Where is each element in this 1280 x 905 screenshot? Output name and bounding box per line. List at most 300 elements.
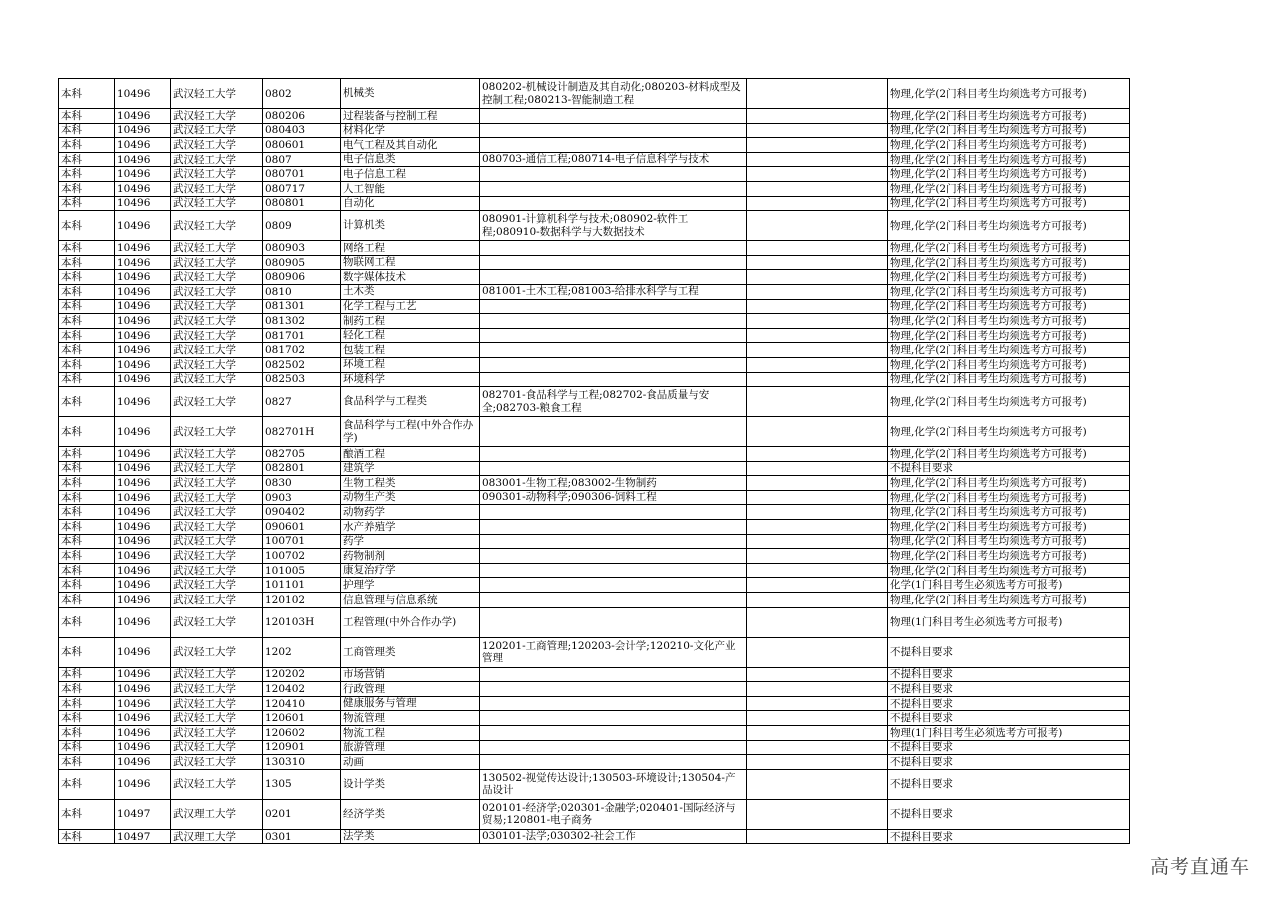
level-cell: 本科 — [59, 417, 115, 447]
subject-requirement-cell: 不提科目要求 — [888, 637, 1130, 667]
level-cell: 本科 — [59, 578, 115, 593]
school-name-cell: 武汉轻工大学 — [171, 563, 263, 578]
school-code-cell: 10496 — [115, 755, 171, 770]
blank-cell — [747, 490, 888, 505]
table-row — [59, 726, 1130, 741]
level-cell: 本科 — [59, 357, 115, 372]
blank-cell — [747, 667, 888, 682]
school-code-cell: 10496 — [115, 328, 171, 343]
included-majors-cell — [480, 270, 747, 285]
blank-cell — [747, 152, 888, 167]
major-name-cell: 物流工程 — [341, 726, 480, 741]
subject-requirement-cell: 物理,化学(2门科目考生均须选考方可报考) — [888, 490, 1130, 505]
school-name-cell: 武汉轻工大学 — [171, 711, 263, 726]
included-majors-cell — [480, 578, 747, 593]
included-majors-cell — [480, 241, 747, 256]
school-name-cell: 武汉轻工大学 — [171, 417, 263, 447]
blank-cell — [747, 549, 888, 564]
level-cell: 本科 — [59, 79, 115, 109]
level-cell: 本科 — [59, 299, 115, 314]
table-row — [59, 299, 1130, 314]
major-name-cell: 包装工程 — [341, 343, 480, 358]
major-code-cell: 120410 — [263, 696, 341, 711]
blank-cell — [747, 726, 888, 741]
blank-cell — [747, 123, 888, 138]
major-code-cell: 080905 — [263, 255, 341, 270]
school-name-cell: 武汉轻工大学 — [171, 755, 263, 770]
level-cell: 本科 — [59, 534, 115, 549]
level-cell: 本科 — [59, 490, 115, 505]
blank-cell — [747, 417, 888, 447]
table-row — [59, 534, 1130, 549]
table-row — [59, 490, 1130, 505]
included-majors-cell — [480, 123, 747, 138]
subject-requirement-cell: 物理,化学(2门科目考生均须选考方可报考) — [888, 549, 1130, 564]
school-code-cell: 10496 — [115, 447, 171, 462]
blank-cell — [747, 505, 888, 520]
major-name-cell: 动物药学 — [341, 505, 480, 520]
school-code-cell: 10496 — [115, 241, 171, 256]
major-name-cell: 数字媒体技术 — [341, 270, 480, 285]
blank-cell — [747, 109, 888, 124]
school-name-cell: 武汉轻工大学 — [171, 328, 263, 343]
school-code-cell: 10496 — [115, 123, 171, 138]
level-cell: 本科 — [59, 196, 115, 211]
table-row — [59, 328, 1130, 343]
level-cell: 本科 — [59, 563, 115, 578]
school-code-cell: 10497 — [115, 799, 171, 829]
school-code-cell: 10496 — [115, 357, 171, 372]
included-majors-cell — [480, 109, 747, 124]
subject-requirement-cell: 不提科目要求 — [888, 711, 1130, 726]
table-row — [59, 769, 1130, 799]
blank-cell — [747, 181, 888, 196]
subject-requirement-cell: 物理(1门科目考生必须选考方可报考) — [888, 607, 1130, 637]
blank-cell — [747, 343, 888, 358]
school-name-cell: 武汉轻工大学 — [171, 270, 263, 285]
major-code-cell: 120102 — [263, 593, 341, 608]
major-name-cell: 电气工程及其自动化 — [341, 138, 480, 153]
included-majors-cell: 030101-法学;030302-社会工作 — [480, 829, 747, 844]
subject-requirement-cell: 物理,化学(2门科目考生均须选考方可报考) — [888, 343, 1130, 358]
major-code-cell: 0301 — [263, 829, 341, 844]
subject-requirement-cell: 不提科目要求 — [888, 667, 1130, 682]
school-code-cell: 10496 — [115, 167, 171, 182]
level-cell: 本科 — [59, 270, 115, 285]
subject-requirement-cell: 物理,化学(2门科目考生均须选考方可报考) — [888, 270, 1130, 285]
subject-requirement-cell: 物理,化学(2门科目考生均须选考方可报考) — [888, 138, 1130, 153]
included-majors-cell — [480, 357, 747, 372]
major-code-cell: 0827 — [263, 387, 341, 417]
watermark-text: 高考直通车 — [1149, 856, 1250, 878]
subject-requirement-cell: 物理,化学(2门科目考生均须选考方可报考) — [888, 593, 1130, 608]
major-name-cell: 动画 — [341, 755, 480, 770]
major-code-cell: 0809 — [263, 211, 341, 241]
major-name-cell: 设计学类 — [341, 769, 480, 799]
included-majors-cell — [480, 505, 747, 520]
blank-cell — [747, 255, 888, 270]
included-majors-cell: 120201-工商管理;120203-会计学;120210-文化产业管理 — [480, 637, 747, 667]
table-row — [59, 711, 1130, 726]
school-name-cell: 武汉理工大学 — [171, 799, 263, 829]
school-name-cell: 武汉轻工大学 — [171, 387, 263, 417]
blank-cell — [747, 682, 888, 697]
table-row — [59, 181, 1130, 196]
major-name-cell: 健康服务与管理 — [341, 696, 480, 711]
major-name-cell: 行政管理 — [341, 682, 480, 697]
included-majors-cell — [480, 726, 747, 741]
major-code-cell: 080601 — [263, 138, 341, 153]
major-code-cell: 120901 — [263, 740, 341, 755]
included-majors-cell — [480, 520, 747, 535]
major-name-cell: 制药工程 — [341, 314, 480, 329]
major-name-cell: 药学 — [341, 534, 480, 549]
subject-requirement-cell: 物理,化学(2门科目考生均须选考方可报考) — [888, 314, 1130, 329]
school-code-cell: 10496 — [115, 270, 171, 285]
table-row — [59, 255, 1130, 270]
school-name-cell: 武汉轻工大学 — [171, 299, 263, 314]
level-cell: 本科 — [59, 682, 115, 697]
table-row — [59, 314, 1130, 329]
major-code-cell: 100701 — [263, 534, 341, 549]
blank-cell — [747, 284, 888, 299]
subject-requirement-cell: 物理,化学(2门科目考生均须选考方可报考) — [888, 123, 1130, 138]
school-code-cell: 10497 — [115, 829, 171, 844]
level-cell: 本科 — [59, 740, 115, 755]
major-name-cell: 计算机类 — [341, 211, 480, 241]
table-row — [59, 799, 1130, 829]
table-row — [59, 667, 1130, 682]
school-name-cell: 武汉轻工大学 — [171, 255, 263, 270]
included-majors-cell: 080703-通信工程;080714-电子信息科学与技术 — [480, 152, 747, 167]
table-row — [59, 372, 1130, 387]
table-body — [59, 79, 1130, 844]
level-cell: 本科 — [59, 343, 115, 358]
school-code-cell: 10496 — [115, 578, 171, 593]
blank-cell — [747, 79, 888, 109]
school-name-cell: 武汉轻工大学 — [171, 740, 263, 755]
level-cell: 本科 — [59, 829, 115, 844]
major-name-cell: 网络工程 — [341, 241, 480, 256]
level-cell: 本科 — [59, 607, 115, 637]
subject-requirement-cell: 不提科目要求 — [888, 769, 1130, 799]
school-code-cell: 10496 — [115, 181, 171, 196]
included-majors-cell — [480, 328, 747, 343]
blank-cell — [747, 241, 888, 256]
included-majors-cell — [480, 138, 747, 153]
major-code-cell: 081701 — [263, 328, 341, 343]
blank-cell — [747, 328, 888, 343]
blank-cell — [747, 755, 888, 770]
major-code-cell: 120202 — [263, 667, 341, 682]
major-name-cell: 电子信息类 — [341, 152, 480, 167]
major-code-cell: 082502 — [263, 357, 341, 372]
school-name-cell: 武汉轻工大学 — [171, 534, 263, 549]
blank-cell — [747, 563, 888, 578]
included-majors-cell: 083001-生物工程;083002-生物制药 — [480, 476, 747, 491]
included-majors-cell — [480, 534, 747, 549]
major-code-cell: 090402 — [263, 505, 341, 520]
table-row — [59, 417, 1130, 447]
major-name-cell: 材料化学 — [341, 123, 480, 138]
level-cell: 本科 — [59, 211, 115, 241]
major-name-cell: 护理学 — [341, 578, 480, 593]
major-name-cell: 环境工程 — [341, 357, 480, 372]
table-row — [59, 123, 1130, 138]
subject-requirement-cell: 物理,化学(2门科目考生均须选考方可报考) — [888, 152, 1130, 167]
table-row — [59, 284, 1130, 299]
included-majors-cell — [480, 563, 747, 578]
school-name-cell: 武汉轻工大学 — [171, 578, 263, 593]
level-cell: 本科 — [59, 447, 115, 462]
subject-requirement-cell: 物理,化学(2门科目考生均须选考方可报考) — [888, 255, 1130, 270]
major-name-cell: 康复治疗学 — [341, 563, 480, 578]
blank-cell — [747, 357, 888, 372]
major-name-cell: 建筑学 — [341, 461, 480, 476]
major-name-cell: 机械类 — [341, 79, 480, 109]
major-name-cell: 酿酒工程 — [341, 447, 480, 462]
level-cell: 本科 — [59, 799, 115, 829]
school-name-cell: 武汉轻工大学 — [171, 520, 263, 535]
major-code-cell: 0810 — [263, 284, 341, 299]
school-code-cell: 10496 — [115, 79, 171, 109]
subject-requirement-cell: 物理,化学(2门科目考生均须选考方可报考) — [888, 328, 1130, 343]
blank-cell — [747, 769, 888, 799]
level-cell: 本科 — [59, 181, 115, 196]
major-code-cell: 081702 — [263, 343, 341, 358]
level-cell: 本科 — [59, 461, 115, 476]
major-code-cell: 081301 — [263, 299, 341, 314]
level-cell: 本科 — [59, 314, 115, 329]
major-code-cell: 080801 — [263, 196, 341, 211]
major-name-cell: 工程管理(中外合作办学) — [341, 607, 480, 637]
major-name-cell: 物联网工程 — [341, 255, 480, 270]
included-majors-cell — [480, 167, 747, 182]
included-majors-cell: 020101-经济学;020301-金融学;020401-国际经济与贸易;120801-电子商务 — [480, 799, 747, 829]
major-code-cell: 090601 — [263, 520, 341, 535]
subject-requirement-cell: 物理,化学(2门科目考生均须选考方可报考) — [888, 447, 1130, 462]
subject-requirement-cell: 物理,化学(2门科目考生均须选考方可报考) — [888, 520, 1130, 535]
school-code-cell: 10496 — [115, 667, 171, 682]
school-name-cell: 武汉轻工大学 — [171, 196, 263, 211]
subject-requirement-cell: 不提科目要求 — [888, 829, 1130, 844]
major-name-cell: 水产养殖学 — [341, 520, 480, 535]
school-name-cell: 武汉轻工大学 — [171, 447, 263, 462]
major-code-cell: 1202 — [263, 637, 341, 667]
school-code-cell: 10496 — [115, 211, 171, 241]
subject-requirement-cell: 不提科目要求 — [888, 799, 1130, 829]
school-code-cell: 10496 — [115, 255, 171, 270]
blank-cell — [747, 138, 888, 153]
included-majors-cell — [480, 593, 747, 608]
school-name-cell: 武汉轻工大学 — [171, 682, 263, 697]
table-row — [59, 593, 1130, 608]
table-row — [59, 829, 1130, 844]
subject-requirement-cell: 物理,化学(2门科目考生均须选考方可报考) — [888, 181, 1130, 196]
school-code-cell: 10496 — [115, 109, 171, 124]
school-name-cell: 武汉轻工大学 — [171, 726, 263, 741]
table-row — [59, 696, 1130, 711]
school-code-cell: 10496 — [115, 534, 171, 549]
table-row — [59, 461, 1130, 476]
major-code-cell: 1305 — [263, 769, 341, 799]
included-majors-cell — [480, 667, 747, 682]
level-cell: 本科 — [59, 593, 115, 608]
table-row — [59, 549, 1130, 564]
blank-cell — [747, 799, 888, 829]
school-code-cell: 10496 — [115, 505, 171, 520]
table-row — [59, 211, 1130, 241]
major-code-cell: 120602 — [263, 726, 341, 741]
table-row — [59, 241, 1130, 256]
included-majors-cell — [480, 181, 747, 196]
school-code-cell: 10496 — [115, 607, 171, 637]
table-row — [59, 476, 1130, 491]
school-name-cell: 武汉轻工大学 — [171, 607, 263, 637]
included-majors-cell — [480, 372, 747, 387]
school-code-cell: 10496 — [115, 387, 171, 417]
school-code-cell: 10496 — [115, 417, 171, 447]
level-cell: 本科 — [59, 505, 115, 520]
school-code-cell: 10496 — [115, 138, 171, 153]
school-code-cell: 10496 — [115, 563, 171, 578]
included-majors-cell — [480, 755, 747, 770]
subject-requirement-cell: 物理,化学(2门科目考生均须选考方可报考) — [888, 196, 1130, 211]
level-cell: 本科 — [59, 696, 115, 711]
school-code-cell: 10496 — [115, 476, 171, 491]
school-name-cell: 武汉轻工大学 — [171, 357, 263, 372]
included-majors-cell — [480, 461, 747, 476]
blank-cell — [747, 196, 888, 211]
included-majors-cell: 080202-机械设计制造及其自动化;080203-材料成型及控制工程;080213-智能制造工程 — [480, 79, 747, 109]
subject-requirement-cell: 物理,化学(2门科目考生均须选考方可报考) — [888, 241, 1130, 256]
level-cell: 本科 — [59, 769, 115, 799]
table-row — [59, 447, 1130, 462]
major-name-cell: 旅游管理 — [341, 740, 480, 755]
school-code-cell: 10496 — [115, 284, 171, 299]
school-name-cell: 武汉轻工大学 — [171, 343, 263, 358]
blank-cell — [747, 211, 888, 241]
school-code-cell: 10496 — [115, 740, 171, 755]
subject-requirement-cell: 化学(1门科目考生必须选考方可报考) — [888, 578, 1130, 593]
subject-requirement-cell: 物理,化学(2门科目考生均须选考方可报考) — [888, 299, 1130, 314]
included-majors-cell — [480, 196, 747, 211]
school-name-cell: 武汉轻工大学 — [171, 123, 263, 138]
included-majors-cell — [480, 255, 747, 270]
major-name-cell: 工商管理类 — [341, 637, 480, 667]
major-name-cell: 环境科学 — [341, 372, 480, 387]
blank-cell — [747, 270, 888, 285]
blank-cell — [747, 387, 888, 417]
school-name-cell: 武汉轻工大学 — [171, 667, 263, 682]
table-row — [59, 167, 1130, 182]
included-majors-cell — [480, 740, 747, 755]
school-name-cell: 武汉轻工大学 — [171, 241, 263, 256]
blank-cell — [747, 167, 888, 182]
level-cell: 本科 — [59, 109, 115, 124]
table-row — [59, 270, 1130, 285]
major-code-cell: 120601 — [263, 711, 341, 726]
level-cell: 本科 — [59, 667, 115, 682]
school-name-cell: 武汉轻工大学 — [171, 284, 263, 299]
level-cell: 本科 — [59, 255, 115, 270]
school-name-cell: 武汉轻工大学 — [171, 109, 263, 124]
level-cell: 本科 — [59, 726, 115, 741]
school-code-cell: 10496 — [115, 726, 171, 741]
major-code-cell: 080906 — [263, 270, 341, 285]
school-name-cell: 武汉轻工大学 — [171, 549, 263, 564]
major-code-cell: 120402 — [263, 682, 341, 697]
major-name-cell: 过程装备与控制工程 — [341, 109, 480, 124]
school-code-cell: 10496 — [115, 299, 171, 314]
major-name-cell: 市场营销 — [341, 667, 480, 682]
school-code-cell: 10496 — [115, 152, 171, 167]
subject-requirement-cell: 物理,化学(2门科目考生均须选考方可报考) — [888, 211, 1130, 241]
included-majors-cell — [480, 549, 747, 564]
major-name-cell: 轻化工程 — [341, 328, 480, 343]
subject-requirement-cell: 不提科目要求 — [888, 740, 1130, 755]
included-majors-cell — [480, 299, 747, 314]
school-name-cell: 武汉轻工大学 — [171, 79, 263, 109]
school-name-cell: 武汉轻工大学 — [171, 505, 263, 520]
table-row — [59, 138, 1130, 153]
included-majors-cell — [480, 682, 747, 697]
major-name-cell: 人工智能 — [341, 181, 480, 196]
table-row — [59, 357, 1130, 372]
subject-requirement-cell: 不提科目要求 — [888, 682, 1130, 697]
subject-requirement-cell: 物理,化学(2门科目考生均须选考方可报考) — [888, 534, 1130, 549]
major-code-cell: 080717 — [263, 181, 341, 196]
school-code-cell: 10496 — [115, 593, 171, 608]
table-row — [59, 637, 1130, 667]
major-code-cell: 120103H — [263, 607, 341, 637]
major-code-cell: 082705 — [263, 447, 341, 462]
subject-requirement-cell: 物理,化学(2门科目考生均须选考方可报考) — [888, 476, 1130, 491]
table-row — [59, 740, 1130, 755]
table-row — [59, 343, 1130, 358]
included-majors-cell — [480, 447, 747, 462]
school-name-cell: 武汉轻工大学 — [171, 696, 263, 711]
blank-cell — [747, 314, 888, 329]
subject-requirement-cell: 物理,化学(2门科目考生均须选考方可报考) — [888, 109, 1130, 124]
major-name-cell: 生物工程类 — [341, 476, 480, 491]
major-code-cell: 0830 — [263, 476, 341, 491]
table-row — [59, 755, 1130, 770]
table-row — [59, 152, 1130, 167]
included-majors-cell — [480, 314, 747, 329]
school-code-cell: 10496 — [115, 490, 171, 505]
blank-cell — [747, 447, 888, 462]
level-cell: 本科 — [59, 387, 115, 417]
school-name-cell: 武汉轻工大学 — [171, 167, 263, 182]
school-name-cell: 武汉轻工大学 — [171, 490, 263, 505]
blank-cell — [747, 711, 888, 726]
major-code-cell: 080903 — [263, 241, 341, 256]
major-code-cell: 0807 — [263, 152, 341, 167]
blank-cell — [747, 299, 888, 314]
major-name-cell: 经济学类 — [341, 799, 480, 829]
school-code-cell: 10496 — [115, 711, 171, 726]
major-name-cell: 信息管理与信息系统 — [341, 593, 480, 608]
major-name-cell: 药物制剂 — [341, 549, 480, 564]
blank-cell — [747, 372, 888, 387]
table-row — [59, 563, 1130, 578]
table-row — [59, 109, 1130, 124]
level-cell: 本科 — [59, 476, 115, 491]
blank-cell — [747, 637, 888, 667]
major-name-cell: 电子信息工程 — [341, 167, 480, 182]
school-code-cell: 10496 — [115, 682, 171, 697]
